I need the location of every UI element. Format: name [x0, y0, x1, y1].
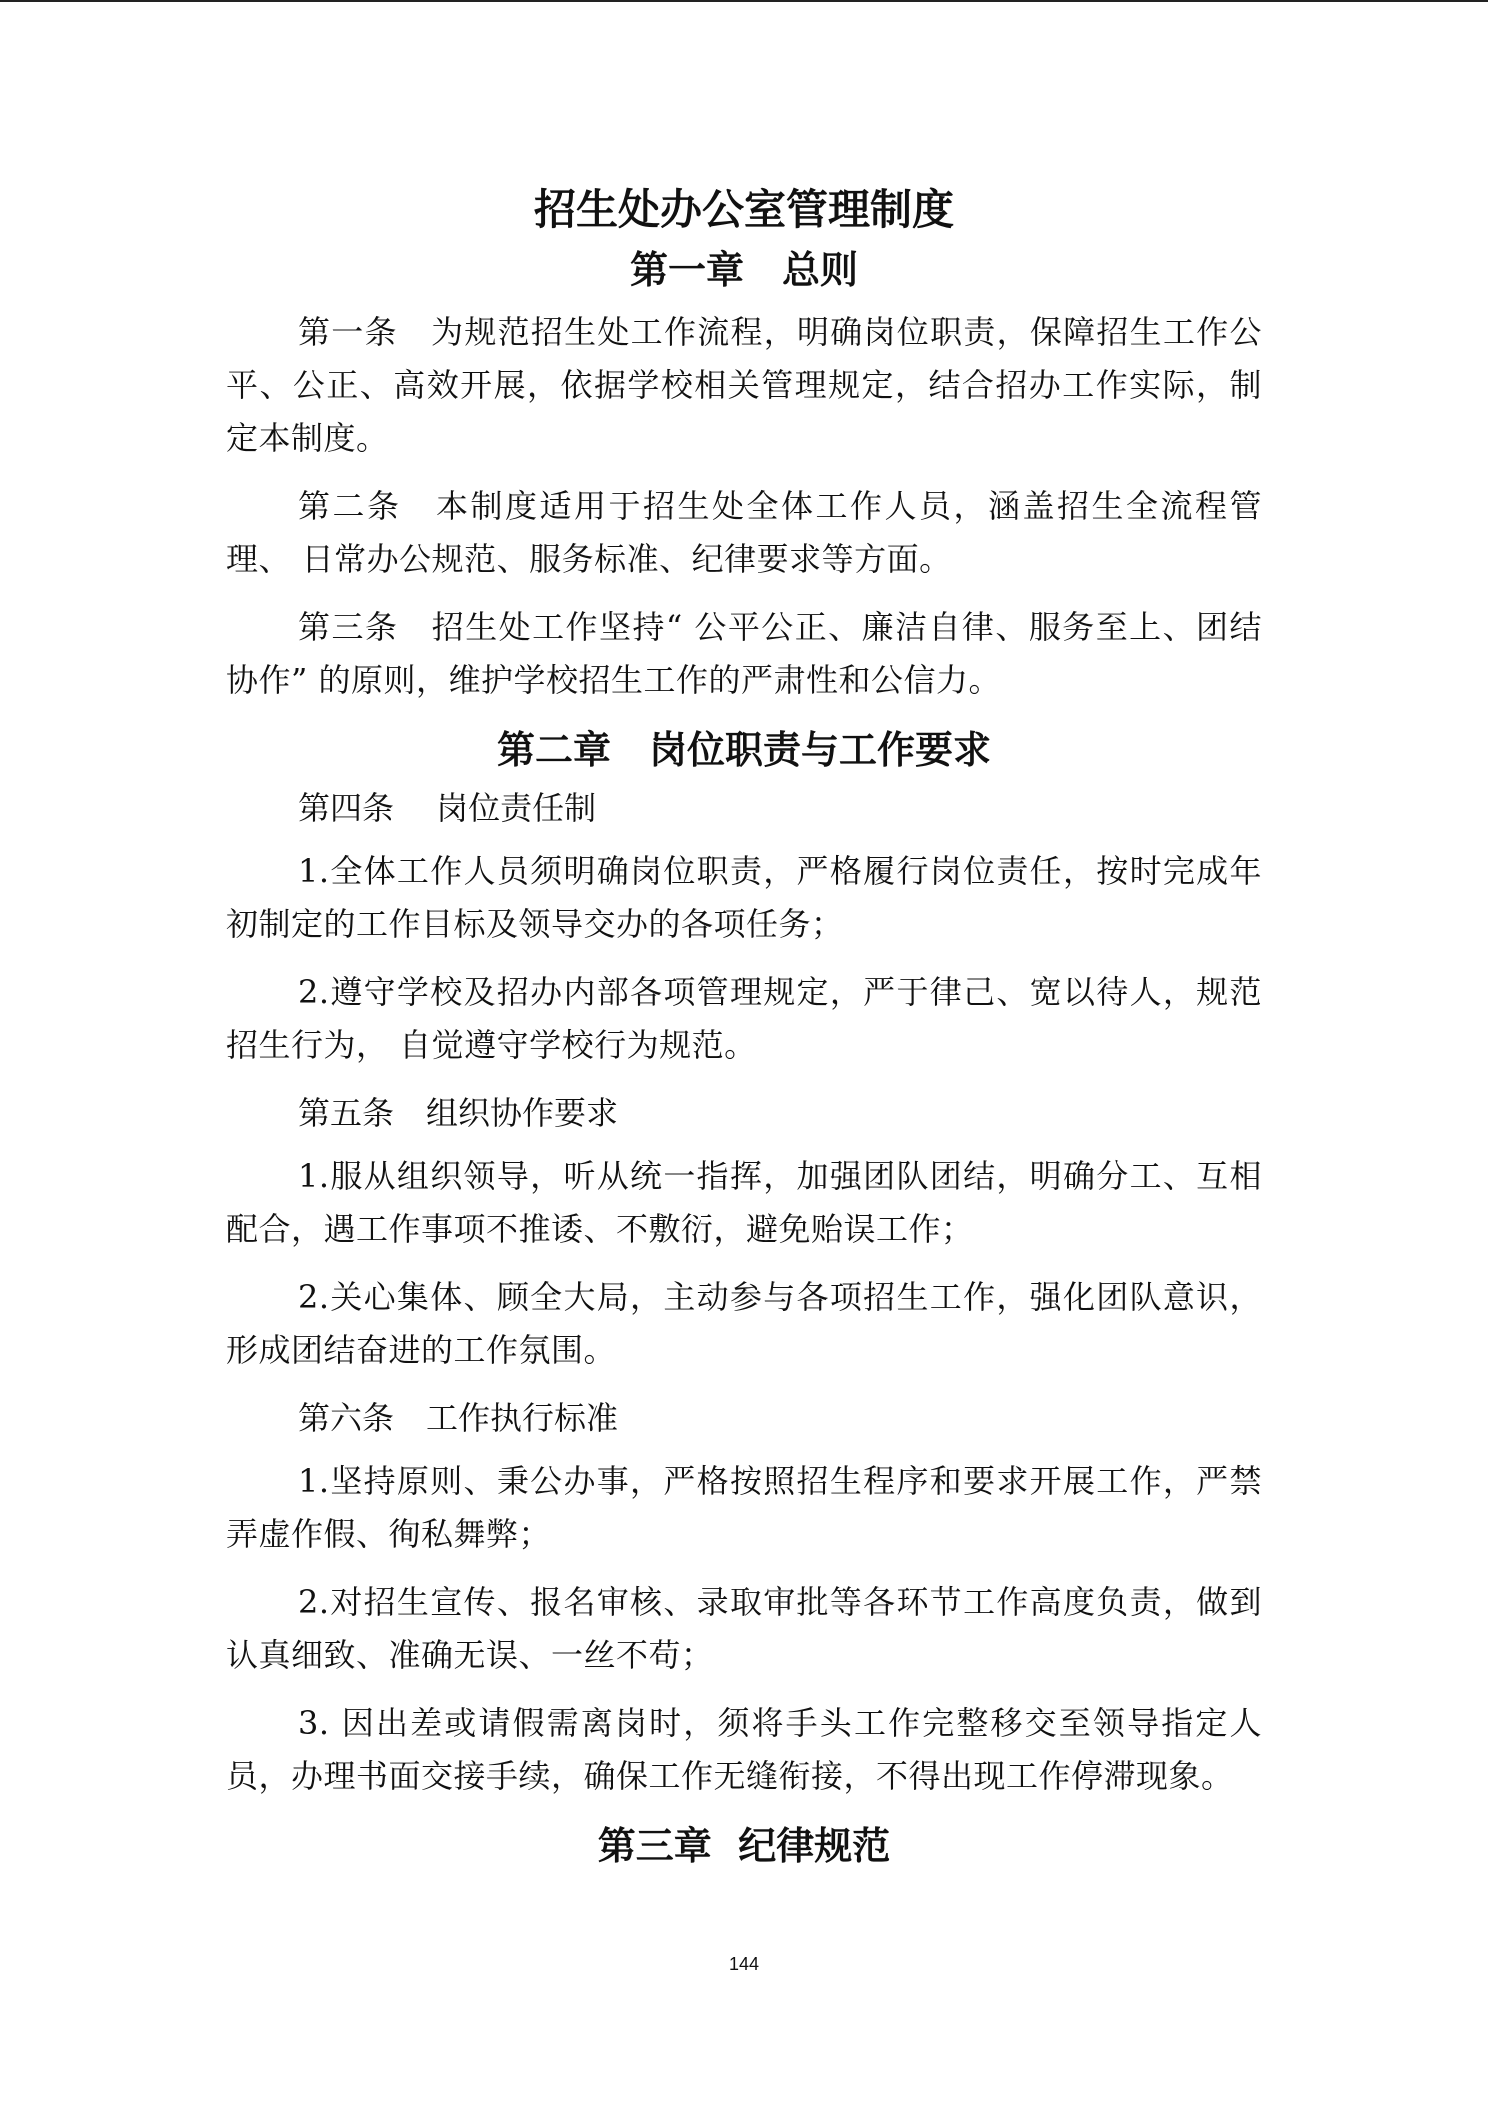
- article-6-item-2: 2.对招生宣传、报名审核、录取审批等各环节工作高度负责，做到认真细致、准确无误、一丝不苟；: [226, 1583, 1262, 1674]
- article-4-item-1: 1.全体工作人员须明确岗位职责，严格履行岗位责任，按时完成年初制定的工作目标及领导交办的各项任务；: [226, 852, 1262, 943]
- article-1: 第一条 为规范招生处工作流程，明确岗位职责，保障招生工作公平、公正、高效开展，依据学校相关管理规定，结合招办工作实际，制定本制度。: [226, 313, 1262, 457]
- article-6-item-1: 1.坚持原则、秉公办事，严格按照招生程序和要求开展工作，严禁弄虚作假、徇私舞弊；: [226, 1462, 1262, 1553]
- article-5-item-1: 1.服从组织领导，听从统一指挥，加强团队团结，明确分工、互相配合，遇工作事项不推诿、不敷衍，避免贻误工作；: [226, 1157, 1262, 1248]
- chapter-3-title: 第三章 纪律规范: [597, 1824, 891, 1868]
- chapter-1-title: 第一章 总则: [629, 248, 858, 292]
- article-2: 第二条 本制度适用于招生处全体工作人员，涵盖招生全流程管理、 日常办公规范、服务标准、纪律要求等方面。: [226, 487, 1262, 578]
- document-page: [226, 180, 1262, 1874]
- document-title: 招生处办公室管理制度: [533, 185, 954, 234]
- chapter-2-title: 第二章 岗位职责与工作要求: [496, 728, 991, 772]
- article-6-heading: 第六条 工作执行标准: [298, 1399, 619, 1437]
- article-6-item-3: 3. 因出差或请假需离岗时，须将手头工作完整移交至领导指定人员，办理书面交接手续，确保工作无缝衔接，不得出现工作停滞现象。: [226, 1704, 1262, 1795]
- article-4-heading: 第四条 岗位责任制: [298, 789, 597, 827]
- article-3: 第三条 招生处工作坚持“ 公平公正、廉洁自律、服务至上、团结协作” 的原则，维护学校招生工作的严肃性和公信力。: [226, 608, 1262, 699]
- article-5-item-2: 2.关心集体、顾全大局，主动参与各项招生工作，强化团队意识，形成团结奋进的工作氛围。: [226, 1278, 1262, 1369]
- page-top-border: [0, 0, 1488, 2]
- page-number: 144: [728, 1954, 760, 1974]
- article-4-item-2: 2.遵守学校及招办内部各项管理规定，严于律己、宽以待人，规范招生行为， 自觉遵守学校行为规范。: [226, 973, 1262, 1064]
- article-5-heading: 第五条 组织协作要求: [298, 1094, 619, 1132]
